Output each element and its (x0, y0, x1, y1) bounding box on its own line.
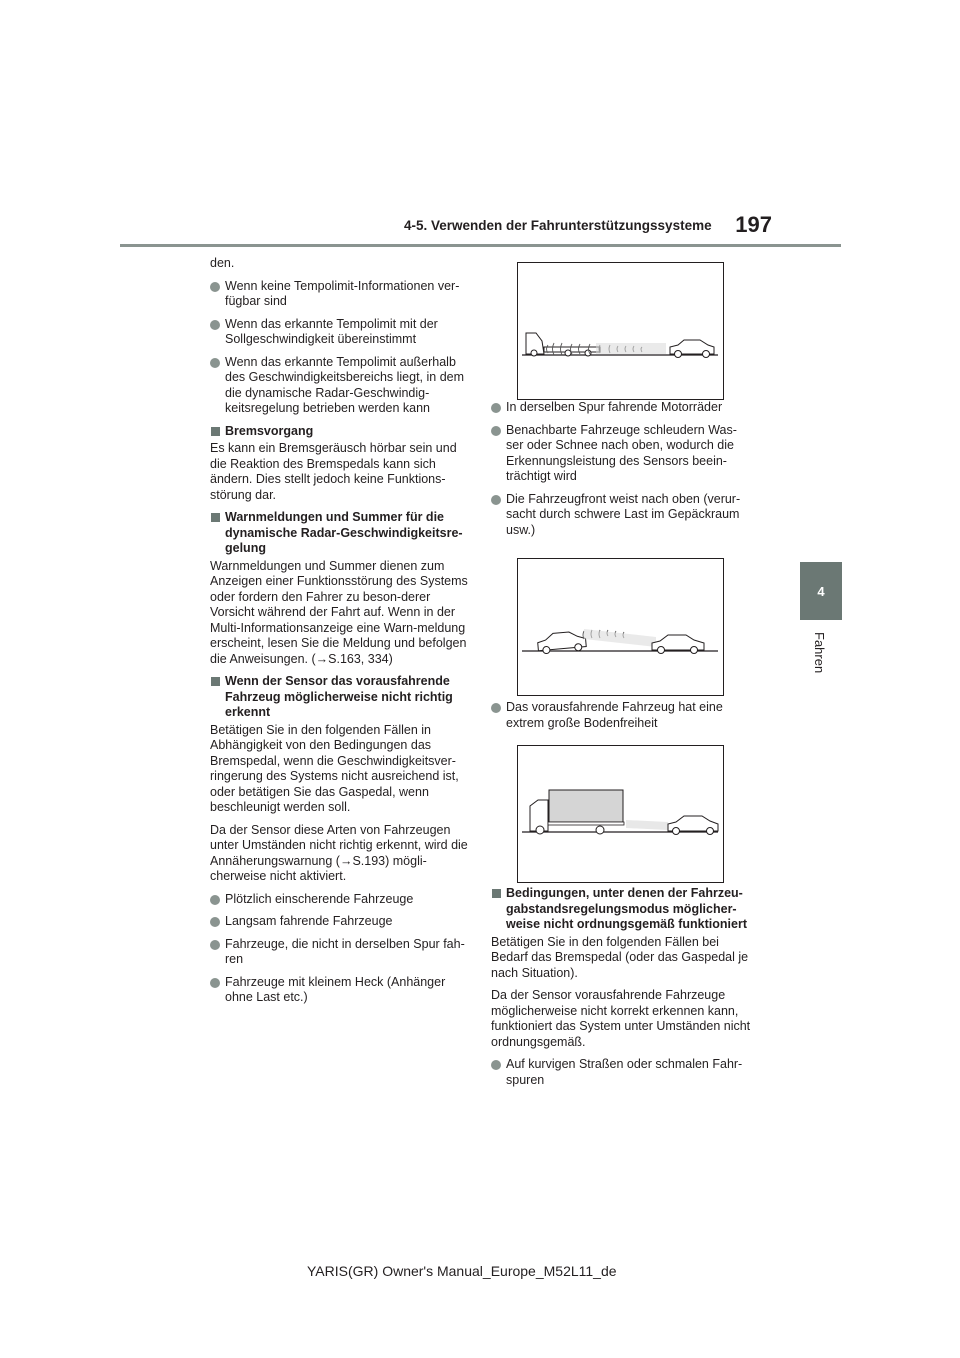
square-bullet-icon (492, 889, 501, 898)
section-heading-conditions: Bedingungen, unter denen der Fahrzeu-gabstandsregelungsmodus möglicher-weise nicht ordnungsgemäß funktioniert (491, 886, 753, 933)
paragraph: Betätigen Sie in den folgenden Fällen bei Bedarf das Bremspedal (oder das Gaspedal je nach Situation). (491, 934, 749, 980)
list-item: Fahrzeuge mit kleinem Heck (Anhänger ohne Last etc.) (210, 975, 470, 1006)
bullet-icon (210, 895, 220, 905)
chapter-number: 4 (817, 583, 825, 599)
section-title: 4-5. Verwenden der Fahrunterstützungssysteme (404, 218, 712, 233)
square-bullet-icon (211, 513, 220, 522)
right-column-bottom (491, 886, 753, 1095)
right-column-mid (491, 700, 753, 738)
list-item: Plötzlich einscherende Fahrzeuge (210, 892, 470, 908)
square-bullet-icon (211, 677, 220, 686)
list-item: Fahrzeuge, die nicht in derselben Spur fah-ren (210, 937, 470, 968)
paragraph: Da der Sensor diese Arten von Fahrzeugen unter Umständen nicht richtig erkennt, wird die Annäherungswarnung (→S.193) mögli-cherweise nicht aktiviert. (210, 822, 468, 883)
bullet-icon (491, 1060, 501, 1070)
figure-high-clearance-truck (517, 745, 724, 883)
section-heading-sensor: Wenn der Sensor das vorausfahrende Fahrzeug möglicherweise nicht richtig erkennt (210, 674, 470, 721)
page-number: 197 (735, 212, 772, 237)
header-rule (120, 244, 841, 247)
bullet-icon (491, 403, 501, 413)
bullet-icon (491, 495, 501, 505)
paragraph: Es kann ein Bremsgeräusch hörbar sein und die Reaktion des Bremspedals kann sich ändern. Dies stellt jedoch keine Funktions-störung dar. (210, 441, 457, 502)
bullet-icon (491, 426, 501, 436)
figure-car-pitched-up (517, 558, 724, 696)
bullet-icon (491, 703, 501, 713)
bullet-icon (210, 358, 220, 368)
paragraph: Da der Sensor vorausfahrende Fahrzeuge möglicherweise nicht korrekt erkennen kann, funktioniert das System unter Umständen nicht ordnungsgemäß. (491, 988, 751, 1049)
list-item: Langsam fahrende Fahrzeuge (210, 914, 470, 930)
list-item: Das vorausfahrende Fahrzeug hat eine extrem große Bodenfreiheit (491, 700, 753, 731)
bullet-icon (210, 978, 220, 988)
chapter-tab[interactable] (800, 562, 842, 620)
list-item: Wenn das erkannte Tempolimit außerhalb des Geschwindigkeitsbereichs liegt, in dem die dynamische Radar-Geschwindig-keitsregelung betrieben werden kann (210, 355, 470, 417)
footer-text: YARIS(GR) Owner's Manual_Europe_M52L11_de (307, 1263, 617, 1279)
paragraph: Warnmeldungen und Summer dienen zum Anzeigen einer Funktionsstörung des Systems oder fordern den Fahrer zu beson-derer Vorsicht während der Fahrt auf. Wenn in der Multi-Informationsanzeige eine Warn-meldung erscheint, lesen Sie die Meldung und befolgen die Anweisungen. (→S.163, 334) (210, 558, 468, 666)
list-item: In derselben Spur fahrende Motorräder (491, 400, 753, 416)
list-item: Die Fahrzeugfront weist nach oben (verur-sacht durch schwere Last im Gepäckraum usw.) (491, 492, 753, 539)
list-item: Auf kurvigen Straßen oder schmalen Fahr-spuren (491, 1057, 753, 1088)
list-item: Wenn das erkannte Tempolimit mit der Sollgeschwindigkeit übereinstimmt (210, 317, 470, 348)
chapter-label: Fahren (812, 632, 827, 674)
bullet-icon (210, 940, 220, 950)
square-bullet-icon (211, 427, 220, 436)
figure-truck-radar-car (517, 262, 724, 400)
left-column (210, 256, 470, 1013)
continued-text: den. (210, 256, 235, 270)
section-heading-braking: Bremsvorgang (210, 424, 470, 440)
right-column (491, 400, 753, 545)
bullet-icon (210, 320, 220, 330)
section-heading-warnings: Warnmeldungen und Summer für die dynamische Radar-Geschwindigkeitsre-gelung (210, 510, 470, 557)
list-item: Wenn keine Tempolimit-Informationen ver-fügbar sind (210, 279, 470, 310)
bullet-icon (210, 282, 220, 292)
paragraph: Betätigen Sie in den folgenden Fällen in Abhängigkeit von den Bedingungen das Bremspedal, wenn die Geschwindigkeitsver-ringerung des Systems nicht ausreichend ist, oder betätigen Sie das Gaspedal, wenn beschleunigt werden soll. (210, 722, 459, 814)
list-item: Benachbarte Fahrzeuge schleudern Was-ser oder Schnee nach oben, wodurch die Erkennungsleistung des Sensors beein-trächtigt wird (491, 423, 753, 485)
bullet-icon (210, 917, 220, 927)
